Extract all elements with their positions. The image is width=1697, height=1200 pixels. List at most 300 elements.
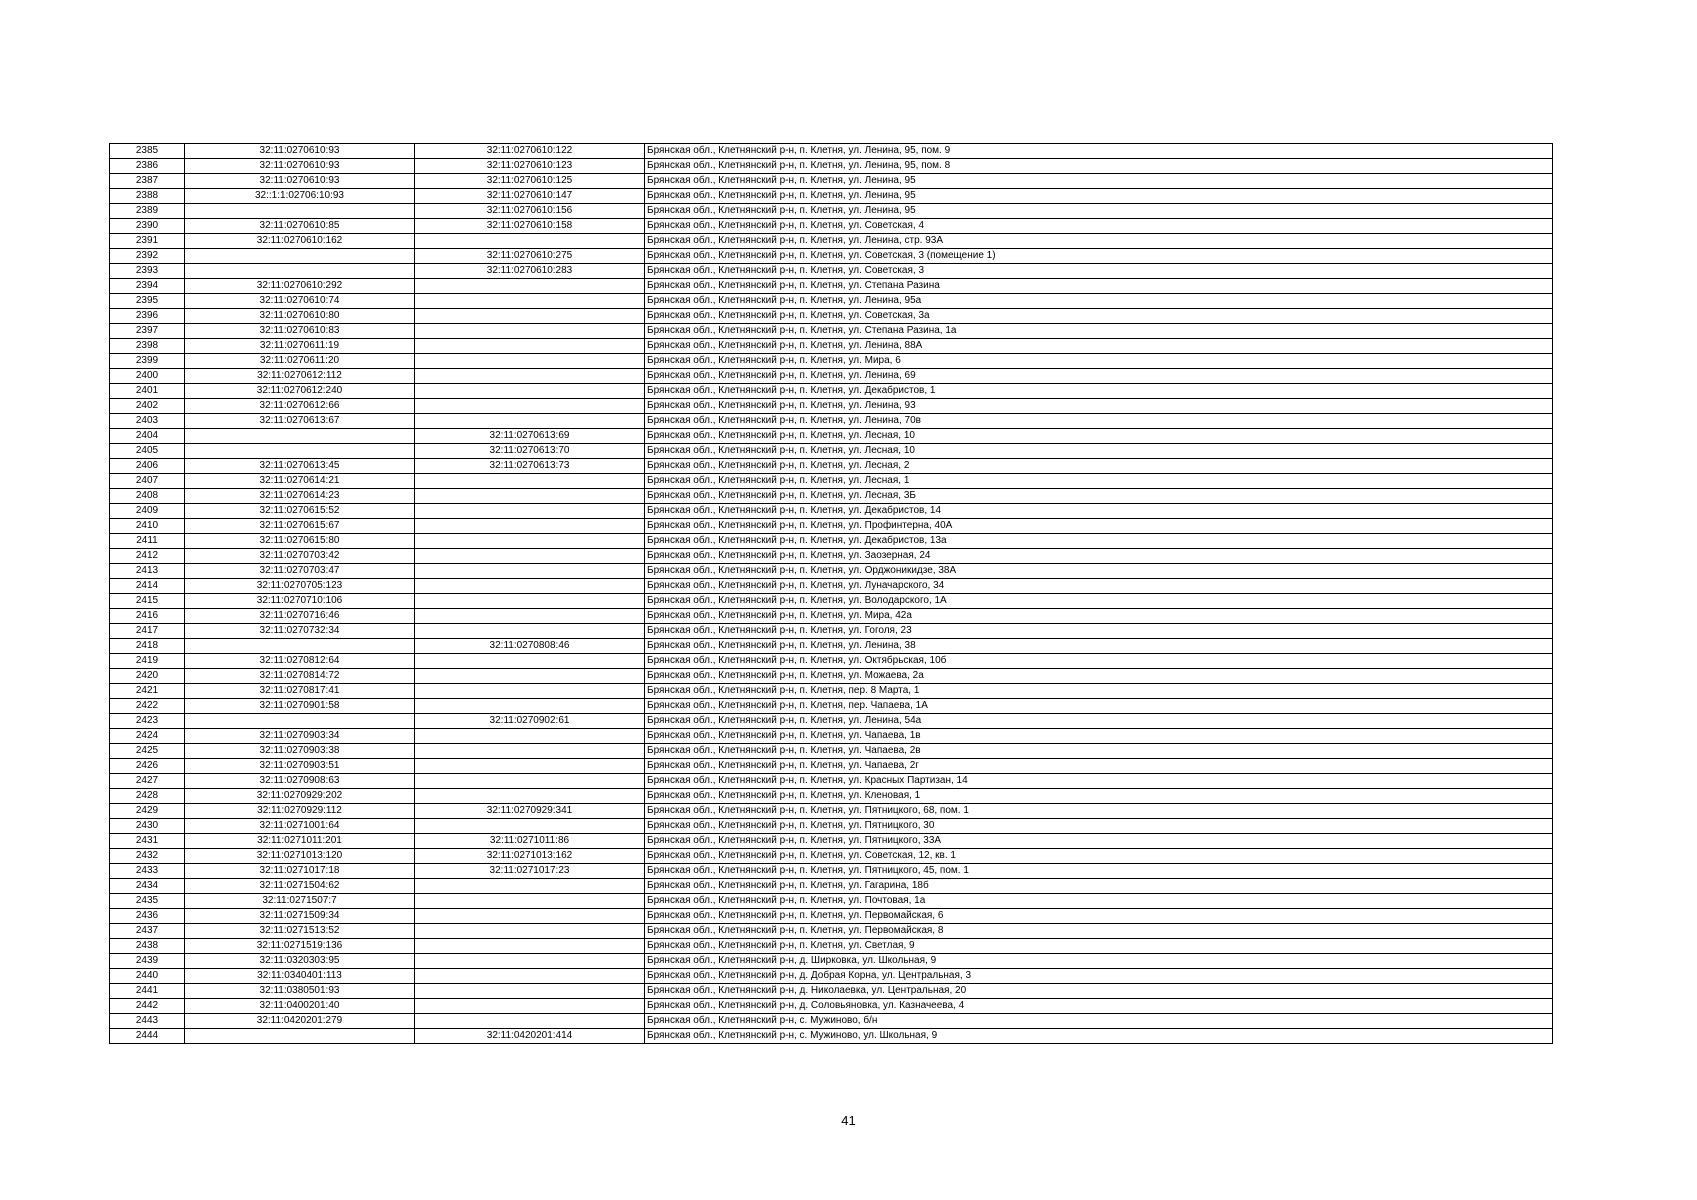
row-number-cell: 2431 [110,834,185,849]
cadastral-number-object-cell [415,924,645,939]
table-row [110,309,1553,324]
cadastral-number-object-cell [415,279,645,294]
row-number-cell: 2389 [110,204,185,219]
address-cell: Брянская обл., Клетнянский р-н, п. Клетня, ул. Ленина, 54а [645,714,1553,729]
cadastral-number-parcel-cell: 32:11:0270610:93 [185,144,415,159]
table-row [110,324,1553,339]
cadastral-number-object-cell: 32:11:0271011:86 [415,834,645,849]
cadastral-number-parcel-cell: 32:11:0270612:240 [185,384,415,399]
cadastral-number-parcel-cell [185,429,415,444]
row-number-cell: 2419 [110,654,185,669]
table-row [110,774,1553,789]
address-cell: Брянская обл., Клетнянский р-н, п. Клетня, ул. Декабристов, 1 [645,384,1553,399]
table-row [110,759,1553,774]
cadastral-number-object-cell [415,309,645,324]
cadastral-number-object-cell: 32:11:0270613:70 [415,444,645,459]
cadastral-number-parcel-cell: 32:11:0270710:106 [185,594,415,609]
address-cell: Брянская обл., Клетнянский р-н, п. Клетня, пер. 8 Марта, 1 [645,684,1553,699]
address-cell: Брянская обл., Клетнянский р-н, п. Клетня, ул. Ленина, 95а [645,294,1553,309]
cadastral-number-object-cell [415,384,645,399]
table-row [110,264,1553,279]
cadastral-number-object-cell [415,624,645,639]
address-cell: Брянская обл., Клетнянский р-н, п. Клетня, ул. Заозерная, 24 [645,549,1553,564]
cadastral-number-object-cell: 32:11:0270610:147 [415,189,645,204]
cadastral-number-parcel-cell: 32:11:0270615:67 [185,519,415,534]
cadastral-number-object-cell [415,339,645,354]
row-number-cell: 2440 [110,969,185,984]
table-row [110,624,1553,639]
cadastral-number-object-cell: 32:11:0270610:122 [415,144,645,159]
table-row [110,294,1553,309]
row-number-cell: 2386 [110,159,185,174]
cadastral-number-object-cell: 32:11:0270808:46 [415,639,645,654]
cadastral-number-parcel-cell: 32:11:0270610:93 [185,174,415,189]
cadastral-number-parcel-cell: 32:11:0271519:136 [185,939,415,954]
cadastral-number-object-cell [415,969,645,984]
cadastral-number-object-cell [415,954,645,969]
table-row [110,804,1553,819]
address-cell: Брянская обл., Клетнянский р-н, п. Клетня, ул. Гагарина, 18б [645,879,1553,894]
row-number-cell: 2424 [110,729,185,744]
address-cell: Брянская обл., Клетнянский р-н, п. Клетня, ул. Кленовая, 1 [645,789,1553,804]
cadastral-number-parcel-cell: 32:11:0271509:34 [185,909,415,924]
address-cell: Брянская обл., Клетнянский р-н, п. Клетня, ул. Советская, 4 [645,219,1553,234]
row-number-cell: 2395 [110,294,185,309]
address-cell: Брянская обл., Клетнянский р-н, п. Клетня, ул. Лесная, 10 [645,444,1553,459]
row-number-cell: 2428 [110,789,185,804]
cadastral-number-parcel-cell: 32:11:0270610:83 [185,324,415,339]
cadastral-number-parcel-cell: 32::1:1:02706:10:93 [185,189,415,204]
row-number-cell: 2403 [110,414,185,429]
cadastral-number-object-cell [415,294,645,309]
cadastral-number-object-cell [415,579,645,594]
table-row [110,579,1553,594]
row-number-cell: 2426 [110,759,185,774]
table-row [110,234,1553,249]
row-number-cell: 2418 [110,639,185,654]
address-cell: Брянская обл., Клетнянский р-н, п. Клетня, ул. Чапаева, 2г [645,759,1553,774]
table-row [110,954,1553,969]
cadastral-number-parcel-cell [185,264,415,279]
cadastral-number-object-cell [415,774,645,789]
row-number-cell: 2441 [110,984,185,999]
address-cell: Брянская обл., Клетнянский р-н, п. Клетня, ул. Чапаева, 1в [645,729,1553,744]
cadastral-number-parcel-cell: 32:11:0270612:112 [185,369,415,384]
cadastral-number-object-cell [415,684,645,699]
address-cell: Брянская обл., Клетнянский р-н, п. Клетня, ул. Орджоникидзе, 38А [645,564,1553,579]
row-number-cell: 2387 [110,174,185,189]
row-number-cell: 2398 [110,339,185,354]
cadastral-number-object-cell [415,819,645,834]
row-number-cell: 2410 [110,519,185,534]
address-cell: Брянская обл., Клетнянский р-н, п. Клетня, ул. Советская, 3а [645,309,1553,324]
cadastral-number-object-cell [415,984,645,999]
cadastral-number-object-cell [415,504,645,519]
cadastral-number-parcel-cell: 32:11:0270703:47 [185,564,415,579]
row-number-cell: 2437 [110,924,185,939]
cadastral-table [109,143,1553,1044]
cadastral-number-parcel-cell [185,1029,415,1044]
cadastral-number-parcel-cell: 32:11:0270929:202 [185,789,415,804]
cadastral-number-object-cell [415,999,645,1014]
cadastral-number-object-cell [415,789,645,804]
address-cell: Брянская обл., Клетнянский р-н, п. Клетня, ул. Степана Разина, 1а [645,324,1553,339]
table-row [110,204,1553,219]
cadastral-number-parcel-cell: 32:11:0271013:120 [185,849,415,864]
cadastral-number-object-cell: 32:11:0270610:275 [415,249,645,264]
row-number-cell: 2444 [110,1029,185,1044]
row-number-cell: 2402 [110,399,185,414]
address-cell: Брянская обл., Клетнянский р-н, п. Клетня, ул. Советская, 3 [645,264,1553,279]
table-row [110,279,1553,294]
row-number-cell: 2442 [110,999,185,1014]
address-cell: Брянская обл., Клетнянский р-н, п. Клетня, ул. Ленина, 95 [645,189,1553,204]
row-number-cell: 2405 [110,444,185,459]
address-cell: Брянская обл., Клетнянский р-н, д. Николаевка, ул. Центральная, 20 [645,984,1553,999]
address-cell: Брянская обл., Клетнянский р-н, п. Клетня, ул. Ленина, 93 [645,399,1553,414]
cadastral-number-object-cell: 32:11:0271017:23 [415,864,645,879]
cadastral-number-parcel-cell: 32:11:0270610:93 [185,159,415,174]
table-row [110,489,1553,504]
cadastral-number-parcel-cell: 32:11:0271513:52 [185,924,415,939]
cadastral-number-object-cell: 32:11:0270610:123 [415,159,645,174]
table-row [110,384,1553,399]
row-number-cell: 2443 [110,1014,185,1029]
address-cell: Брянская обл., Клетнянский р-н, п. Клетня, ул. Пятницкого, 33А [645,834,1553,849]
row-number-cell: 2409 [110,504,185,519]
table-row [110,789,1553,804]
address-cell: Брянская обл., Клетнянский р-н, п. Клетня, ул. Первомайская, 6 [645,909,1553,924]
row-number-cell: 2411 [110,534,185,549]
cadastral-number-object-cell: 32:11:0270902:61 [415,714,645,729]
address-cell: Брянская обл., Клетнянский р-н, п. Клетня, ул. Декабристов, 14 [645,504,1553,519]
row-number-cell: 2425 [110,744,185,759]
cadastral-number-parcel-cell: 32:11:0270615:52 [185,504,415,519]
row-number-cell: 2399 [110,354,185,369]
cadastral-number-parcel-cell: 32:11:0270611:19 [185,339,415,354]
cadastral-number-parcel-cell: 32:11:0270610:292 [185,279,415,294]
cadastral-number-parcel-cell: 32:11:0340401:113 [185,969,415,984]
cadastral-number-object-cell: 32:11:0270610:156 [415,204,645,219]
address-cell: Брянская обл., Клетнянский р-н, п. Клетня, ул. Октябрьская, 10б [645,654,1553,669]
row-number-cell: 2434 [110,879,185,894]
cadastral-number-object-cell [415,939,645,954]
table-row [110,909,1553,924]
row-number-cell: 2427 [110,774,185,789]
table-row [110,159,1553,174]
cadastral-number-object-cell: 32:11:0270613:73 [415,459,645,474]
table-row [110,984,1553,999]
address-cell: Брянская обл., Клетнянский р-н, п. Клетня, ул. Мира, 6 [645,354,1553,369]
cadastral-number-parcel-cell: 32:11:0270705:123 [185,579,415,594]
cadastral-number-parcel-cell: 32:11:0270610:80 [185,309,415,324]
cadastral-number-parcel-cell: 32:11:0270613:67 [185,414,415,429]
address-cell: Брянская обл., Клетнянский р-н, п. Клетня, ул. Чапаева, 2в [645,744,1553,759]
address-cell: Брянская обл., Клетнянский р-н, д. Соловьяновка, ул. Казначеева, 4 [645,999,1553,1014]
table-row [110,669,1553,684]
cadastral-number-object-cell [415,669,645,684]
address-cell: Брянская обл., Клетнянский р-н, п. Клетня, ул. Лесная, 1 [645,474,1553,489]
row-number-cell: 2391 [110,234,185,249]
cadastral-number-parcel-cell: 32:11:0270614:21 [185,474,415,489]
cadastral-number-object-cell [415,234,645,249]
row-number-cell: 2392 [110,249,185,264]
cadastral-number-object-cell [415,324,645,339]
cadastral-number-object-cell: 32:11:0420201:414 [415,1029,645,1044]
cadastral-number-object-cell: 32:11:0270929:341 [415,804,645,819]
table-row [110,894,1553,909]
address-cell: Брянская обл., Клетнянский р-н, п. Клетня, ул. Почтовая, 1а [645,894,1553,909]
cadastral-number-object-cell [415,474,645,489]
cadastral-number-parcel-cell: 32:11:0271001:64 [185,819,415,834]
address-cell: Брянская обл., Клетнянский р-н, п. Клетня, ул. Пятницкого, 30 [645,819,1553,834]
cadastral-number-parcel-cell: 32:11:0271011:201 [185,834,415,849]
cadastral-number-object-cell [415,549,645,564]
cadastral-number-parcel-cell: 32:11:0270903:34 [185,729,415,744]
cadastral-number-object-cell [415,894,645,909]
table-row [110,849,1553,864]
row-number-cell: 2394 [110,279,185,294]
cadastral-number-object-cell [415,354,645,369]
row-number-cell: 2429 [110,804,185,819]
table-row [110,564,1553,579]
cadastral-number-parcel-cell: 32:11:0420201:279 [185,1014,415,1029]
cadastral-number-parcel-cell: 32:11:0271507:7 [185,894,415,909]
address-cell: Брянская обл., Клетнянский р-н, п. Клетня, ул. Гоголя, 23 [645,624,1553,639]
cadastral-number-parcel-cell: 32:11:0400201:40 [185,999,415,1014]
table-row [110,414,1553,429]
row-number-cell: 2417 [110,624,185,639]
cadastral-number-object-cell: 32:11:0270610:283 [415,264,645,279]
address-cell: Брянская обл., Клетнянский р-н, п. Клетня, ул. Ленина, 69 [645,369,1553,384]
row-number-cell: 2408 [110,489,185,504]
table-row [110,939,1553,954]
address-cell: Брянская обл., Клетнянский р-н, п. Клетня, ул. Советская, 3 (помещение 1) [645,249,1553,264]
cadastral-table-body [110,144,1553,1044]
table-row [110,819,1553,834]
address-cell: Брянская обл., Клетнянский р-н, с. Мужиново, б/н [645,1014,1553,1029]
address-cell: Брянская обл., Клетнянский р-н, п. Клетня, ул. Лесная, 2 [645,459,1553,474]
address-cell: Брянская обл., Клетнянский р-н, п. Клетня, ул. Ленина, 70в [645,414,1553,429]
page-number: 41 [841,1113,856,1128]
cadastral-number-object-cell: 32:11:0271013:162 [415,849,645,864]
row-number-cell: 2438 [110,939,185,954]
row-number-cell: 2393 [110,264,185,279]
row-number-cell: 2390 [110,219,185,234]
table-row [110,864,1553,879]
address-cell: Брянская обл., Клетнянский р-н, п. Клетня, ул. Пятницкого, 68, пом. 1 [645,804,1553,819]
cadastral-number-object-cell [415,609,645,624]
table-row [110,399,1553,414]
cadastral-number-parcel-cell [185,249,415,264]
cadastral-number-object-cell [415,369,645,384]
cadastral-number-parcel-cell: 32:11:0270615:80 [185,534,415,549]
cadastral-number-parcel-cell [185,639,415,654]
cadastral-number-object-cell [415,489,645,504]
cadastral-number-parcel-cell [185,204,415,219]
cadastral-number-parcel-cell: 32:11:0320303:95 [185,954,415,969]
address-cell: Брянская обл., Клетнянский р-н, п. Клетня, ул. Ленина, 95, пом. 8 [645,159,1553,174]
row-number-cell: 2416 [110,609,185,624]
table-row [110,639,1553,654]
cadastral-number-parcel-cell: 32:11:0270903:51 [185,759,415,774]
cadastral-number-parcel-cell [185,714,415,729]
row-number-cell: 2439 [110,954,185,969]
cadastral-number-object-cell [415,564,645,579]
address-cell: Брянская обл., Клетнянский р-н, п. Клетня, ул. Мира, 42а [645,609,1553,624]
address-cell: Брянская обл., Клетнянский р-н, п. Клетня, ул. Первомайская, 8 [645,924,1553,939]
address-cell: Брянская обл., Клетнянский р-н, д. Добрая Корна, ул. Центральная, 3 [645,969,1553,984]
cadastral-number-parcel-cell: 32:11:0270814:72 [185,669,415,684]
table-row [110,744,1553,759]
cadastral-number-object-cell [415,759,645,774]
table-row [110,654,1553,669]
address-cell: Брянская обл., Клетнянский р-н, п. Клетня, ул. Красных Партизан, 14 [645,774,1553,789]
cadastral-number-parcel-cell: 32:11:0270908:63 [185,774,415,789]
address-cell: Брянская обл., Клетнянский р-н, с. Мужиново, ул. Школьная, 9 [645,1029,1553,1044]
cadastral-number-parcel-cell: 32:11:0270610:162 [185,234,415,249]
table-row [110,459,1553,474]
row-number-cell: 2433 [110,864,185,879]
row-number-cell: 2413 [110,564,185,579]
address-cell: Брянская обл., Клетнянский р-н, п. Клетня, ул. Луначарского, 34 [645,579,1553,594]
cadastral-number-object-cell: 32:11:0270613:69 [415,429,645,444]
table-row [110,474,1553,489]
table-row [110,249,1553,264]
cadastral-number-object-cell: 32:11:0270610:158 [415,219,645,234]
cadastral-number-parcel-cell: 32:11:0270732:34 [185,624,415,639]
row-number-cell: 2423 [110,714,185,729]
cadastral-number-parcel-cell: 32:11:0270817:41 [185,684,415,699]
row-number-cell: 2420 [110,669,185,684]
row-number-cell: 2400 [110,369,185,384]
table-row [110,519,1553,534]
table-row [110,429,1553,444]
table-row [110,834,1553,849]
row-number-cell: 2401 [110,384,185,399]
table-row [110,189,1553,204]
table-row [110,924,1553,939]
cadastral-number-parcel-cell: 32:11:0270901:58 [185,699,415,714]
table-row [110,354,1553,369]
row-number-cell: 2414 [110,579,185,594]
address-cell: Брянская обл., Клетнянский р-н, п. Клетня, ул. Лесная, 10 [645,429,1553,444]
address-cell: Брянская обл., Клетнянский р-н, п. Клетня, ул. Советская, 12, кв. 1 [645,849,1553,864]
cadastral-number-object-cell [415,414,645,429]
cadastral-number-object-cell [415,879,645,894]
row-number-cell: 2415 [110,594,185,609]
address-cell: Брянская обл., Клетнянский р-н, п. Клетня, ул. Ленина, 38 [645,639,1553,654]
address-cell: Брянская обл., Клетнянский р-н, п. Клетня, ул. Володарского, 1А [645,594,1553,609]
cadastral-number-parcel-cell: 32:11:0270903:38 [185,744,415,759]
cadastral-number-object-cell [415,699,645,714]
cadastral-number-parcel-cell: 32:11:0270612:66 [185,399,415,414]
cadastral-number-parcel-cell [185,444,415,459]
table-row [110,369,1553,384]
table-row [110,1029,1553,1044]
cadastral-number-object-cell [415,654,645,669]
table-row [110,1014,1553,1029]
row-number-cell: 2435 [110,894,185,909]
row-number-cell: 2421 [110,684,185,699]
cadastral-number-object-cell [415,909,645,924]
cadastral-number-parcel-cell: 32:11:0270613:45 [185,459,415,474]
row-number-cell: 2404 [110,429,185,444]
cadastral-number-object-cell [415,534,645,549]
cadastral-number-object-cell [415,399,645,414]
row-number-cell: 2432 [110,849,185,864]
row-number-cell: 2396 [110,309,185,324]
table-row [110,969,1553,984]
table-row [110,504,1553,519]
row-number-cell: 2430 [110,819,185,834]
table-row [110,684,1553,699]
cadastral-number-parcel-cell: 32:11:0270716:46 [185,609,415,624]
table-row [110,999,1553,1014]
cadastral-number-parcel-cell: 32:11:0380501:93 [185,984,415,999]
address-cell: Брянская обл., Клетнянский р-н, п. Клетня, ул. Можаева, 2а [645,669,1553,684]
row-number-cell: 2397 [110,324,185,339]
row-number-cell: 2412 [110,549,185,564]
address-cell: Брянская обл., Клетнянский р-н, п. Клетня, ул. Ленина, 88А [645,339,1553,354]
row-number-cell: 2436 [110,909,185,924]
cadastral-number-parcel-cell: 32:11:0270929:112 [185,804,415,819]
address-cell: Брянская обл., Клетнянский р-н, п. Клетня, ул. Профинтерна, 40А [645,519,1553,534]
address-cell: Брянская обл., Клетнянский р-н, п. Клетня, ул. Лесная, 3Б [645,489,1553,504]
address-cell: Брянская обл., Клетнянский р-н, д. Ширковка, ул. Школьная, 9 [645,954,1553,969]
address-cell: Брянская обл., Клетнянский р-н, п. Клетня, ул. Пятницкого, 45, пом. 1 [645,864,1553,879]
cadastral-number-parcel-cell: 32:11:0270610:85 [185,219,415,234]
cadastral-number-object-cell [415,519,645,534]
cadastral-number-object-cell [415,1014,645,1029]
cadastral-number-parcel-cell: 32:11:0270703:42 [185,549,415,564]
table-row [110,444,1553,459]
table-row [110,549,1553,564]
table-row [110,699,1553,714]
address-cell: Брянская обл., Клетнянский р-н, п. Клетня, ул. Ленина, 95, пом. 9 [645,144,1553,159]
table-row [110,534,1553,549]
cadastral-number-parcel-cell: 32:11:0270610:74 [185,294,415,309]
address-cell: Брянская обл., Клетнянский р-н, п. Клетня, ул. Декабристов, 13а [645,534,1553,549]
cadastral-number-parcel-cell: 32:11:0271504:62 [185,879,415,894]
row-number-cell: 2388 [110,189,185,204]
table-row [110,714,1553,729]
table-row [110,339,1553,354]
row-number-cell: 2407 [110,474,185,489]
cadastral-number-object-cell [415,744,645,759]
cadastral-number-parcel-cell: 32:11:0270812:64 [185,654,415,669]
cadastral-number-parcel-cell: 32:11:0271017:18 [185,864,415,879]
cadastral-number-object-cell: 32:11:0270610:125 [415,174,645,189]
table-row [110,219,1553,234]
row-number-cell: 2406 [110,459,185,474]
row-number-cell: 2422 [110,699,185,714]
table-row [110,729,1553,744]
table-row [110,609,1553,624]
table-row [110,594,1553,609]
address-cell: Брянская обл., Клетнянский р-н, п. Клетня, ул. Ленина, 95 [645,204,1553,219]
cadastral-number-parcel-cell: 32:11:0270614:23 [185,489,415,504]
table-row [110,879,1553,894]
table-row [110,174,1553,189]
cadastral-number-parcel-cell: 32:11:0270611:20 [185,354,415,369]
cadastral-number-object-cell [415,594,645,609]
address-cell: Брянская обл., Клетнянский р-н, п. Клетня, ул. Светлая, 9 [645,939,1553,954]
address-cell: Брянская обл., Клетнянский р-н, п. Клетня, ул. Ленина, 95 [645,174,1553,189]
address-cell: Брянская обл., Клетнянский р-н, п. Клетня, пер. Чапаева, 1А [645,699,1553,714]
cadastral-number-object-cell [415,729,645,744]
address-cell: Брянская обл., Клетнянский р-н, п. Клетня, ул. Степана Разина [645,279,1553,294]
